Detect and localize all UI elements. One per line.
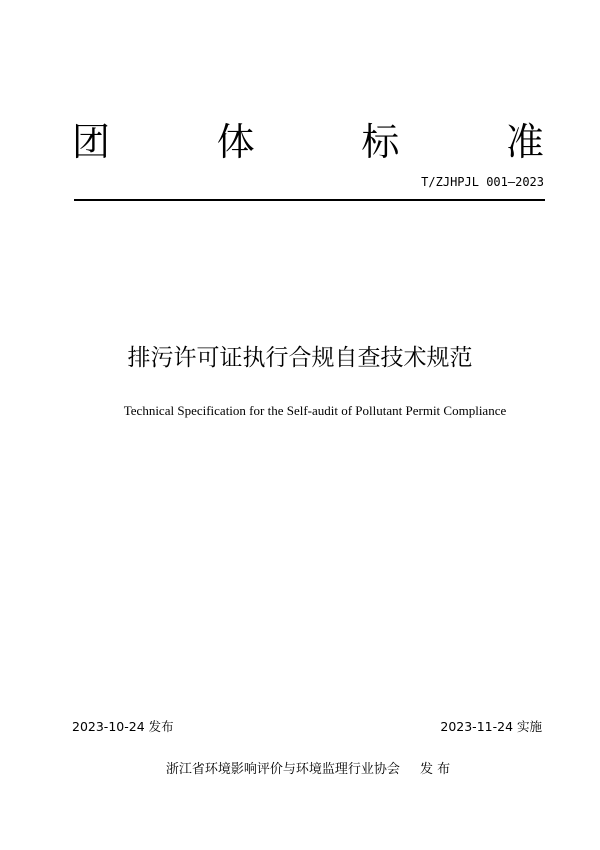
document-title: 排污许可证执行合规自查技术规范 bbox=[127, 345, 473, 371]
implementation-date: 2023-11-24 实施 bbox=[440, 719, 542, 734]
issuer-name: 浙江省环境影响评价与环境监理行业协会 bbox=[165, 762, 400, 777]
document-subtitle-english: Technical Specification for the Self-audit of Pollutant Permit Compliance bbox=[123, 403, 507, 418]
issuer-line bbox=[0, 761, 600, 779]
header-divider bbox=[74, 199, 545, 201]
standard-number: T/ZJHPJL 001—2023 bbox=[421, 175, 544, 189]
title-char-1: 团 bbox=[72, 120, 111, 164]
standard-category-title bbox=[72, 112, 544, 172]
issuer-action: 发 布 bbox=[419, 762, 451, 777]
title-char-3: 标 bbox=[361, 120, 400, 164]
issue-date: 2023-10-24 发布 bbox=[72, 719, 174, 734]
title-char-2: 体 bbox=[216, 120, 255, 164]
title-char-4: 准 bbox=[505, 120, 544, 164]
